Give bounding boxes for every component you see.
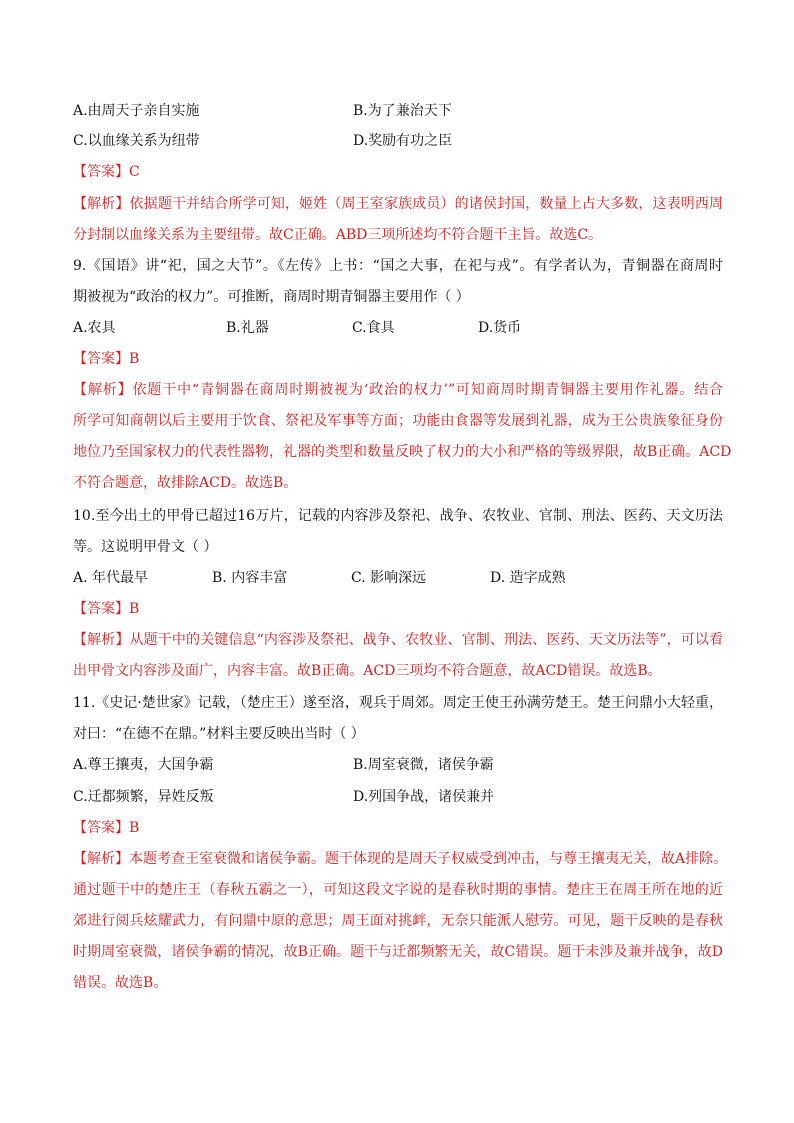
q10-option-d: D. 造字成熟 (490, 570, 566, 586)
answer-value: B (129, 351, 140, 367)
answer-value: B (129, 820, 140, 836)
q10-option-a: A. 年代最早 (73, 570, 149, 586)
q9-option-c: C.食具 (352, 320, 395, 336)
q11-stem-line: 11.《史记·楚世家》记载，（楚庄王）遂至洛，观兵于周郊。周定王使王孙满劳楚王。楚王问鼎小大轻重， (73, 695, 723, 711)
q8-answer (73, 162, 723, 182)
analysis-tag: 【解析】 (73, 632, 130, 648)
analysis-tag: 【解析】 (73, 382, 133, 398)
q8-analysis-line: 分封制以血缘关系为主要纽带。故C正确。ABD三项所述均不符合题干主旨。故选C。 (73, 227, 603, 243)
q9-analysis-line: 【解析】依题干中“青铜器在商周时期被视为‘政治的权力’”可知商周时期青铜器主要用作礼器。结合 (73, 382, 723, 398)
answer-tag: 【答案】 (73, 601, 129, 617)
q11-option-a: A.尊王攘夷，大国争霸 (73, 757, 214, 773)
q11-answer (73, 818, 723, 838)
q10-stem-line: 10.至今出土的甲骨已超过16万片，记载的内容涉及祭祀、战争、农牧业、官制、刑法、医药、天文历法 (73, 508, 723, 524)
answer-value: B (129, 601, 140, 617)
q10-stem-line: 等。这说明甲骨文（ ） (73, 539, 218, 555)
q8-option-b: B.为了兼治天下 (353, 103, 452, 119)
q10-answer (73, 599, 723, 619)
q9-analysis-line: 地位乃至国家权力的代表性器物，礼器的类型和数量反映了权力的大小和严格的等级界限，故B正确。ACD (73, 444, 732, 460)
q11-analysis-line: 通过题干中的楚庄王（春秋五霸之一），可知这段文字说的是春秋时期的事情。楚庄王在周王所在地的近 (73, 882, 723, 898)
q8-analysis-line: 【解析】依据题干并结合所学可知，姬姓（周王室家族成员）的诸侯封国，数量上占大多数，这表明西周 (73, 196, 724, 212)
q9-analysis-line: 所学可知商朝以后主要用于饮食、祭祀及军事等方面；功能由食器等发展到礼器，成为王公贵族象征身份 (73, 413, 723, 429)
q11-option-c: C.迁都频繁，异姓反叛 (73, 789, 214, 805)
q10-analysis-line: 出甲骨文内容涉及面广，内容丰富。故B正确。ACD三项均不符合题意，故ACD错误。故选B。 (73, 663, 662, 679)
q11-stem-line: 对曰：“在德不在鼎。”材料主要反映出当时（ ） (73, 726, 365, 742)
q11-analysis-line: 时期周室衰微，诸侯争霸的情况，故B正确。题干与迁都频繁无关，故C错误。题干未涉及兼并战争，故D (73, 944, 723, 960)
answer-tag: 【答案】 (73, 351, 129, 367)
q8-option-a: A.由周天子亲自实施 (73, 103, 200, 119)
q9-option-b: B.礼器 (226, 320, 269, 336)
q11-analysis-line: 错误。故选B。 (73, 975, 168, 991)
q9-answer (73, 349, 723, 369)
q8-option-d: D.奖励有功之臣 (353, 133, 453, 149)
q9-analysis-line: 不符合题意，故排除ACD。故选B。 (73, 475, 298, 491)
q11-analysis-line: 【解析】本题考查王室衰微和诸侯争霸。题干体现的是周天子权威受到冲击，与尊王攘夷无关，故A排除。 (73, 851, 728, 867)
q11-option-d: D.列国争战，诸侯兼并 (353, 789, 495, 805)
q10-option-c: C. 影响深远 (351, 570, 427, 586)
q10-analysis-line: 【解析】从题干中的关键信息“内容涉及祭祀、战争、农牧业、官制、刑法、医药、天文历法等”，可以看 (73, 632, 724, 648)
q9-stem-line: 9.《国语》讲“祀，国之大节”。《左传》上书：“国之大事，在祀与戎”。有学者认为，青铜器在商周时 (73, 258, 723, 274)
answer-value: C (129, 164, 140, 180)
q10-option-b: B. 内容丰富 (212, 570, 288, 586)
q11-option-b: B.周室衰微，诸侯争霸 (353, 757, 494, 773)
answer-tag: 【答案】 (73, 164, 129, 180)
q11-analysis-line: 郊进行阅兵炫耀武力，有问鼎中原的意思；周王面对挑衅，无奈只能派人慰劳。可见，题干反映的是春秋 (73, 913, 723, 929)
q8-option-c: C.以血缘关系为纽带 (73, 133, 200, 149)
q9-option-d: D.货币 (478, 320, 522, 336)
q9-stem-line: 期被视为“政治的权力”。可推断，商周时期青铜器主要用作（ ） (73, 289, 470, 305)
answer-tag: 【答案】 (73, 820, 129, 836)
analysis-tag: 【解析】 (73, 851, 129, 867)
q9-option-a: A.农具 (73, 320, 116, 336)
analysis-tag: 【解析】 (73, 196, 130, 212)
